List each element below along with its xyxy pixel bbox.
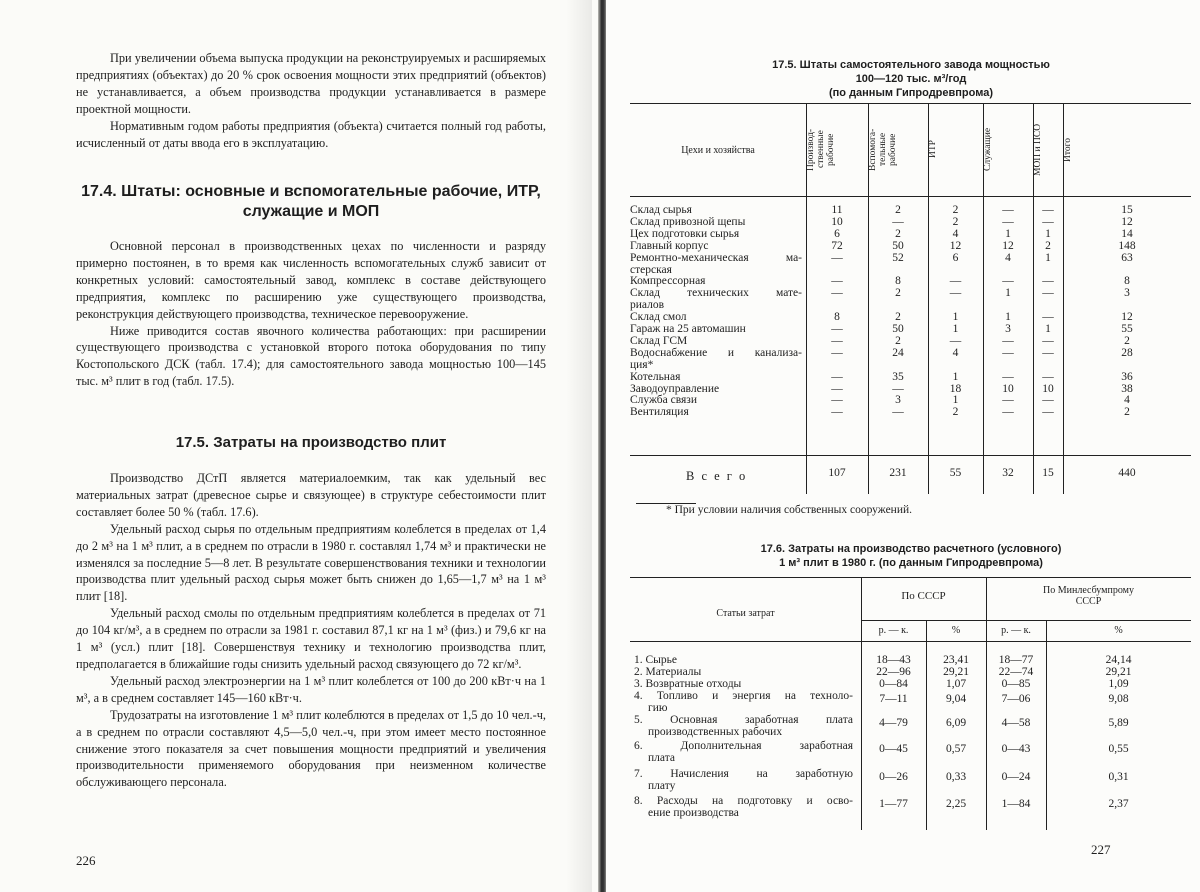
paragraph: Удельный расход электроэнергии на 1 м³ плит колеблется от 100 до 200 кВт·ч на 1 м³, а в среднем составляет 145—160 кВт·ч. xyxy=(76,673,546,705)
table-cell: 6 xyxy=(834,227,840,240)
table-cell: 1 xyxy=(1005,311,1011,324)
table-cell: 148 xyxy=(1118,239,1136,252)
table-cell: — xyxy=(1002,334,1014,347)
table-cell: 0—24 xyxy=(1001,771,1031,783)
table-rule xyxy=(630,103,1191,104)
table-cell: 9,08 xyxy=(1108,693,1129,705)
table-cell: 24,14 xyxy=(1105,654,1132,666)
table-cell: 52 xyxy=(892,251,904,264)
row-label: Главный корпус xyxy=(630,239,709,252)
row-label: гию xyxy=(648,701,668,714)
row-label: риалов xyxy=(630,299,665,312)
table-cell: — xyxy=(831,323,843,335)
table-cell: 50 xyxy=(892,323,904,335)
title-line: 100—120 тыс. м³/год xyxy=(855,73,967,85)
table-cell: — xyxy=(831,406,843,419)
column-subheader: р. — к. xyxy=(878,625,909,636)
table-cell: — xyxy=(1002,370,1014,383)
table-cell: 36 xyxy=(1121,370,1133,383)
left-page xyxy=(0,0,598,892)
row-label: Гараж на 25 автомашин xyxy=(630,323,746,335)
table-cell: — xyxy=(949,334,962,347)
table-cell: 4 xyxy=(1005,251,1011,264)
table-cell: — xyxy=(1002,204,1014,216)
table-cell: 8 xyxy=(895,275,901,288)
table-cell: — xyxy=(831,370,843,383)
table-cell: 2 xyxy=(895,287,901,300)
column-header: Цехи и хозяйства xyxy=(681,145,755,156)
paragraph: Удельный расход сырья по отдельным предприятиям колеблется в пределах от 1,4 до 2 м³ на 1 м³ плит, а в среднем по отрасли в 1980 г. составлял 1,74 м³ и практически не изменялся за последние 5—8 лет. В результате совершенствования техники и технологии производства плит удельный расход сырья может быть снижен до 1,65—1,7 м³ на 1 м³ плит [18]. xyxy=(76,521,546,604)
table-cell: 1 xyxy=(1005,287,1011,300)
table-cell: 1 xyxy=(1045,323,1051,335)
table-cell: 0,31 xyxy=(1108,771,1129,783)
table-rule xyxy=(630,577,1191,578)
paragraph: Трудозатраты на изготовление 1 м³ плит колеблются в пределах от 1,5 до 10 чел.-ч, а в среднем по отрасли составляют 4,5—5,0 чел.-ч, при этом имеет место постоянное снижение этого показателя за счет повышения мощности предприятий и увеличения производительности применяемого оборудования при неизменном количестве обслуживающего персонала. xyxy=(76,707,546,790)
table-cell: 4—58 xyxy=(1001,717,1031,729)
table-cell: 6,09 xyxy=(945,717,967,729)
table-cell: 7—11 xyxy=(879,693,908,705)
column-header: МОП и ПСО xyxy=(1033,123,1043,176)
table-rule xyxy=(861,620,1191,621)
table-cell: — xyxy=(1002,275,1014,288)
table-cell: 1 xyxy=(952,323,959,335)
table-cell: — xyxy=(949,287,962,300)
column-group-header: По Минлесбумпрому xyxy=(1043,585,1134,596)
table-cell: 2 xyxy=(1124,406,1130,419)
row-label: Водоснабжение и канализа- xyxy=(630,346,802,359)
table-cell: — xyxy=(831,275,843,288)
table-cell: — xyxy=(1042,394,1054,407)
table-cell: 50 xyxy=(892,239,904,252)
table-cell: 18—43 xyxy=(876,654,911,666)
row-label: ция* xyxy=(630,358,654,371)
table-rule xyxy=(630,196,1191,197)
table-cell: 2 xyxy=(895,334,901,347)
table-cell: — xyxy=(892,382,904,395)
column-header: Производ- ственные рабочие xyxy=(806,128,836,171)
table-cell: — xyxy=(1002,394,1014,407)
heading-line: служащие и МОП xyxy=(242,203,380,220)
table-cell: 35 xyxy=(892,370,904,383)
total-cell: 55 xyxy=(949,467,962,479)
table-cell: — xyxy=(1002,215,1014,228)
row-label: 6. Дополнительная заработная xyxy=(634,740,853,752)
table-cell: 22—74 xyxy=(998,666,1034,678)
table-cell: — xyxy=(831,287,843,300)
table-cell: 1 xyxy=(952,394,959,407)
row-label: Котельная xyxy=(630,370,681,383)
table-rule xyxy=(630,641,1191,642)
section-17-5-heading: 17.5. Затраты на производство плит xyxy=(175,434,447,451)
column-header: Вспомога- тельные рабочие xyxy=(868,128,898,171)
table-cell: 15 xyxy=(1121,204,1133,216)
table-cell: 1 xyxy=(1045,251,1051,264)
table-cell: — xyxy=(949,275,962,288)
row-label: 8. Расходы на подготовку и осво- xyxy=(634,795,853,807)
table-cell: 1,09 xyxy=(1108,678,1129,690)
table-cell: 3 xyxy=(895,394,901,407)
table-cell: 2 xyxy=(952,204,959,216)
title-line: (по данным Гипродревпрома) xyxy=(828,87,993,99)
page-number: 227 xyxy=(1091,842,1111,857)
title-line: 1 м³ плит в 1980 г. (по данным Гипродревпрома) xyxy=(779,557,1043,569)
table-cell: 23,41 xyxy=(943,654,969,666)
table-cell: 63 xyxy=(1121,251,1133,264)
table-cell: 1 xyxy=(952,370,959,383)
table-cell: — xyxy=(1002,346,1014,359)
row-label: 5. Основная заработная плата xyxy=(634,714,853,726)
paragraph: Ниже приводится состав явочного количества работающих: при расширении существующего производства с установкой второго потока оборудования по типу Костопольского ДСК (табл. 17.4); для самостоятельного завода мощностью 100—145 тыс. м³ плит в год (табл. 17.5). xyxy=(76,323,546,389)
table-cell: 28 xyxy=(1121,346,1133,359)
total-cell: 231 xyxy=(889,467,907,479)
table-cell: 0—45 xyxy=(879,743,908,755)
row-label: 7. Начисления на заработную xyxy=(634,768,853,780)
table-cell: — xyxy=(1042,370,1054,383)
total-cell: 440 xyxy=(1118,467,1136,479)
row-label: производственных рабочих xyxy=(648,725,783,738)
table-cell: 2 xyxy=(895,227,901,240)
table-cell: 2,37 xyxy=(1108,798,1129,810)
table-cell: 0—43 xyxy=(1001,743,1031,755)
row-label: 3. Возвратные отходы xyxy=(634,678,742,690)
table-cell: 4 xyxy=(952,346,959,359)
table-cell: 3 xyxy=(1124,287,1130,300)
table-cell: 5,89 xyxy=(1108,717,1129,729)
row-label: Склад смол xyxy=(630,311,687,324)
row-label: плата xyxy=(648,751,675,764)
table-cell: 72 xyxy=(831,239,843,252)
table-cell: — xyxy=(831,251,843,264)
paragraph: Основной персонал в производственных цехах по численности и разряду примерно постоянен, в то время как численность вспомогательных служб зависит от конкретных условий: самостоятельный завод, комплекс в составе действующего предприятия, комплекс по расширению уже существующего производства, реконструкция действующего производства, техническое перевооружение. xyxy=(76,239,546,321)
table-cell: — xyxy=(1042,287,1054,300)
table-cell: — xyxy=(831,346,843,359)
row-label: Склад сырья xyxy=(630,204,692,216)
table-cell: — xyxy=(831,334,843,347)
table-cell: 18 xyxy=(949,382,962,395)
table-cell: 2 xyxy=(895,311,901,324)
table-cell: 8 xyxy=(834,311,840,324)
table-17-6-title xyxy=(636,542,1186,570)
table-cell: 0—84 xyxy=(879,678,908,690)
paragraph: Производство ДСтП является материалоемким, так как удельный вес материальных затрат (древесное сырье и связующее) в структуре себестоимости плит составляет более 50 % (табл. 17.6). xyxy=(76,471,546,519)
page-number: 226 xyxy=(76,853,96,868)
table-cell: 2 xyxy=(952,215,959,228)
table-cell: 7—06 xyxy=(1001,693,1031,705)
table-cell: — xyxy=(1002,406,1014,419)
row-label: 4. Топливо и энергия на техноло- xyxy=(634,690,853,702)
table-cell: 0,33 xyxy=(945,771,967,783)
row-label: плату xyxy=(648,779,676,792)
column-header: Статьи затрат xyxy=(716,608,775,619)
right-page xyxy=(606,0,1200,892)
total-label: В с е г о xyxy=(686,469,748,483)
table-cell: 4—79 xyxy=(879,717,908,729)
table-cell: 1 xyxy=(952,311,959,324)
table-cell: — xyxy=(831,394,843,407)
paragraph: Нормативным годом работы предприятия (объекта) считается полный год работы, исчисленный от даты ввода его в эксплуатацию. xyxy=(76,118,546,150)
column-group-header: По СССР xyxy=(901,590,946,602)
column-group-header: СССР xyxy=(1075,596,1102,607)
row-label: Цех подготовки сырья xyxy=(630,227,740,240)
intro-text xyxy=(76,50,546,151)
section-17-4-text xyxy=(76,238,546,390)
row-label: Компрессорная xyxy=(630,275,706,288)
table-cell: 1,07 xyxy=(945,678,967,690)
title-line: 17.5. Штаты самостоятельного завода мощностью xyxy=(772,59,1050,71)
table-cell: 2 xyxy=(895,204,901,216)
table-cell: 12 xyxy=(1121,215,1133,228)
table-cell: — xyxy=(1042,215,1054,228)
table-cell: 2 xyxy=(1045,239,1051,252)
table-cell: 2 xyxy=(952,406,959,419)
table-cell: — xyxy=(831,382,843,395)
row-label: стерская xyxy=(630,263,672,276)
table-cell: 1 xyxy=(1005,227,1011,240)
table-cell: 1 xyxy=(1045,227,1051,240)
column-subheader: % xyxy=(1114,625,1123,636)
column-subheader: % xyxy=(951,625,961,636)
total-cell: 107 xyxy=(828,467,846,479)
total-cell: 15 xyxy=(1042,467,1054,479)
table-cell: — xyxy=(892,406,904,419)
table-cell: 24 xyxy=(892,346,904,359)
table-cell: 1—77 xyxy=(879,798,908,810)
row-label: Заводоуправление xyxy=(630,382,720,395)
title-line: 17.6. Затраты на производство расчетного (условного) xyxy=(760,543,1062,555)
table-cell: 29,21 xyxy=(943,666,969,678)
section-17-5-text xyxy=(76,470,546,791)
table-cell: 2,25 xyxy=(945,798,967,810)
table-cell: 10 xyxy=(831,215,843,228)
table-cell: — xyxy=(1042,406,1054,419)
total-cell: 32 xyxy=(1002,467,1014,479)
table-cell: 8 xyxy=(1124,275,1130,288)
table-cell: 29,21 xyxy=(1105,666,1132,678)
table-cell: 1—84 xyxy=(1001,798,1031,810)
row-label: Вентиляция xyxy=(630,406,689,419)
paragraph: Удельный расход смолы по отдельным предприятиям колеблется в пределах от 71 до 104 кг/м³, а в среднем по отрасли за 1981 г. составил 87,1 кг на 1 м³ (физ.) и 79,6 кг на 1 м³ (усл.) плит [18]. Совершенствуя технику и технологию производства плит, предполагается в ближайшие годы снизить удельный расход связующего до 72 кг/м³. xyxy=(76,606,546,671)
table-cell: 9,04 xyxy=(945,693,967,705)
table-cell: 12 xyxy=(949,239,962,252)
table-cell: — xyxy=(1042,311,1054,324)
table-cell: 14 xyxy=(1121,227,1133,240)
row-label: 1. Сырье xyxy=(634,654,677,666)
row-label: Склад привозной щепы xyxy=(630,215,746,228)
section-17-4-heading xyxy=(76,182,546,222)
table-cell: 0,55 xyxy=(1108,743,1129,755)
row-label: Служба связи xyxy=(630,394,698,407)
table-cell: 55 xyxy=(1121,323,1133,335)
heading-line: 17.4. Штаты: основные и вспомогательные рабочие, ИТР, xyxy=(81,183,541,200)
table-cell: 6 xyxy=(952,251,959,264)
table-cell: 12 xyxy=(1002,239,1014,252)
table-cell: 0—85 xyxy=(1001,678,1031,690)
table-cell: 38 xyxy=(1121,382,1133,395)
table-cell: — xyxy=(1042,275,1054,288)
column-subheader: р. — к. xyxy=(1001,625,1031,636)
column-header: Итого xyxy=(1063,137,1073,162)
table-footnote: * При условии наличия собственных сооружений. xyxy=(666,504,913,516)
table-cell: 3 xyxy=(1005,323,1011,335)
table-cell: — xyxy=(1042,334,1054,347)
table-cell: 10 xyxy=(1002,382,1014,395)
table-cell: 12 xyxy=(1121,311,1133,324)
row-label: Склад ГСМ xyxy=(630,334,688,347)
table-cell: 4 xyxy=(952,227,959,240)
table-cell: 2 xyxy=(1124,334,1130,347)
paragraph: При увеличении объема выпуска продукции на реконструируемых и расширяемых предприятиях (объектах) до 20 % срок освоения мощности этих предприятий (объектов) не устанавливается, а объем производства продукции устанавливается в размере проектной мощности. xyxy=(76,51,546,116)
row-label: Склад технических мате- xyxy=(630,287,802,300)
table-cell: 0—26 xyxy=(879,771,908,783)
table-cell: 4 xyxy=(1124,394,1130,407)
table-cell: 22—96 xyxy=(876,666,911,678)
table-cell: 10 xyxy=(1042,382,1054,395)
table-cell: — xyxy=(892,215,904,228)
table-cell: 18—77 xyxy=(998,654,1034,666)
table-rule xyxy=(630,455,1191,456)
table-cell: — xyxy=(1042,204,1054,216)
table-cell: — xyxy=(1042,346,1054,359)
table-cell: 11 xyxy=(831,204,843,216)
page-shadow xyxy=(566,0,592,892)
row-label: Ремонтно-механическая ма- xyxy=(630,251,802,264)
table-cell: 0,57 xyxy=(945,743,967,755)
table-17-5-title xyxy=(636,58,1186,100)
column-header: ИТР xyxy=(928,140,938,159)
row-label: 2. Материалы xyxy=(634,666,702,678)
column-header: Служащие xyxy=(983,127,993,172)
row-label: ение производства xyxy=(648,806,739,819)
